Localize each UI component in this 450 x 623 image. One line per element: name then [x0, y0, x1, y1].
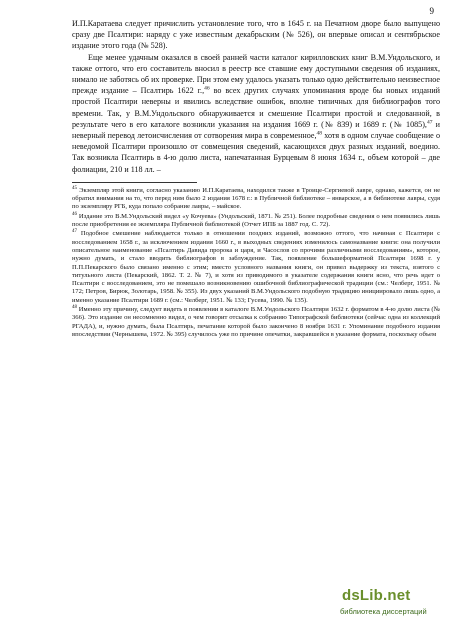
- footnote-divider: [72, 182, 197, 183]
- paragraph-main-part-1: Еще менее удачным оказался в своей ранней части каталог кирилловских книг В.М.Ундольского, и также оттого, что его составитель вносил в реестр все ставшие ему доступными сведения об изданиях, нимало не заботясь об их проверке. При этом ему удалось указать только одно действительно неизвестное прежде издание – Псалтирь 1622 г.,: [72, 52, 440, 96]
- dslib-watermark[interactable]: [338, 583, 450, 623]
- paragraph-main-part-4: хотя в одном случае сообщение о неведомой Псалтири произошло от совмещения сведений, касающихся двух разных изданий, воедино. Так возникла Псалтирь в 4-ю долю листа, напечатанная Бурцевым 8 июня 1634 г., объем которой – две фолиации, 210 и 118 лл. –: [72, 131, 440, 174]
- paragraph-main: [72, 52, 440, 175]
- footnote-number: 45: [72, 185, 77, 191]
- paragraph-main-part-3: и неверный перевод летоисчисления от сотворения мира в современное,: [72, 119, 441, 141]
- footnote-text: Экземпляр этой книги, согласно указанию И.П.Каратаева, находился также в Троице-Сергиевой лавре, однако, кажется, он не обратил внимания на то, что перед ним было 2 издания 1678 г.: в Публичной библиотеке – январское, а в библиотеке лавры, судя по экземпляру РГБ, куда попало собрание лавры, – майское.: [72, 186, 440, 211]
- paragraph-top: И.П.Каратаева следует причислить установление того, что в 1645 г. на Печатном дворе было выпущено сразу две Псалтири: наряду с уже известным декабрьским (№ 526), он впервые описал и сентябрьское издание этого года (№ 528).: [72, 19, 440, 51]
- page-content: [72, 18, 440, 340]
- footnote-number: 48: [72, 304, 77, 310]
- dslib-caption: библиотека диссертаций: [340, 607, 427, 616]
- footnote-46: [72, 213, 440, 230]
- paragraph-main-part-2: во всех других случаях упоминания вроде бы новых изданий простой Псалтири неверны и явились вследствие ошибок, вполне типичных для библиографов того времени. Так, у В.М.Ундольского обнаруживается и смешение Псалтири простой и следованной, в результате чего в его каталоге возникли указания на издания 1669 г. (№ 839) и 1689 г. (№ 1085),: [72, 86, 440, 129]
- footnote-45: [72, 187, 440, 212]
- footnote-number: 46: [72, 211, 77, 217]
- footnote-ref-46[interactable]: 46: [204, 85, 210, 92]
- dslib-logo: dsLib.net: [342, 587, 411, 604]
- footnote-text: Издание это В.М.Ундольский видел «у Кочуева» (Ундольский, 1871. № 251). Более подробные сведения о нем появились лишь после приобретения ее экземпляра Публичной библиотекой (Отчет ИПБ за 1887 год. С. 72).: [72, 212, 441, 229]
- footnotes: [72, 187, 440, 339]
- footnote-text: Подобное смешение наблюдается только в отношении поздних изданий, возможно оттого, что начиная с Псалтири с восследованием 1658 г., за исключением издания 1660 г., в выходных сведениях изменилось самоназвание книги: она получили описательное наименование «Псалтирь Давида пророка и царя, и Часослов со прочими различными восследованиям», которое, нужно думать, и стало вводить библиографов в заблуждение. Так, появление большеформатной Псалтири 1698 г. у П.П.Пекарского было связано именно с этим; вместо условного названия книги, он привел выдержку из текста, взятого с титульного листа (Пекарский, 1862. Т. 2. № 7), и хотя из приводимого в указателе содержания книги ясно, что речь идет о Псалтири с восследованием, это не помешало возникновению ошибочной библиографической традиции (см.: Челберг, 1951. № 172; Петров, Бирюк, Золотарь, 1958. № 355). Из двух указаний В.М.Ундольского подобную традицию инициировало лишь одно, а именно указание Псалтири 1689 г. (см.: Челберг, 1951. № 133; Гусева, 1990. № 135).: [72, 230, 441, 304]
- footnote-ref-47[interactable]: 47: [426, 119, 433, 126]
- page-number: 9: [429, 6, 434, 16]
- footnote-48: [72, 306, 440, 339]
- footnote-number: 47: [72, 229, 77, 235]
- footnote-ref-48[interactable]: 48: [316, 130, 323, 137]
- footnote-47: [72, 230, 440, 305]
- footnote-text: Именно эту причину, следует видеть в появлении в каталоге В.М.Ундольского Псалтири 1632 г. форматом в 4-ю долю листа (№ 366). Это издание он несомненно видел, о чем говорит отсылка к собранию Типографской библиотеки (сейчас одна из коллекций РГАДА), и, нужно думать, была Псалтирь, печатание которой было закончено 8 ноября 1631 г. Упоминание подобного издания впоследствии (Чернышева, 1972. № 395) случилось уже по причине опечатки, закравшейся в указание формата, поскольку объем: [72, 306, 440, 338]
- main-text: [72, 18, 440, 175]
